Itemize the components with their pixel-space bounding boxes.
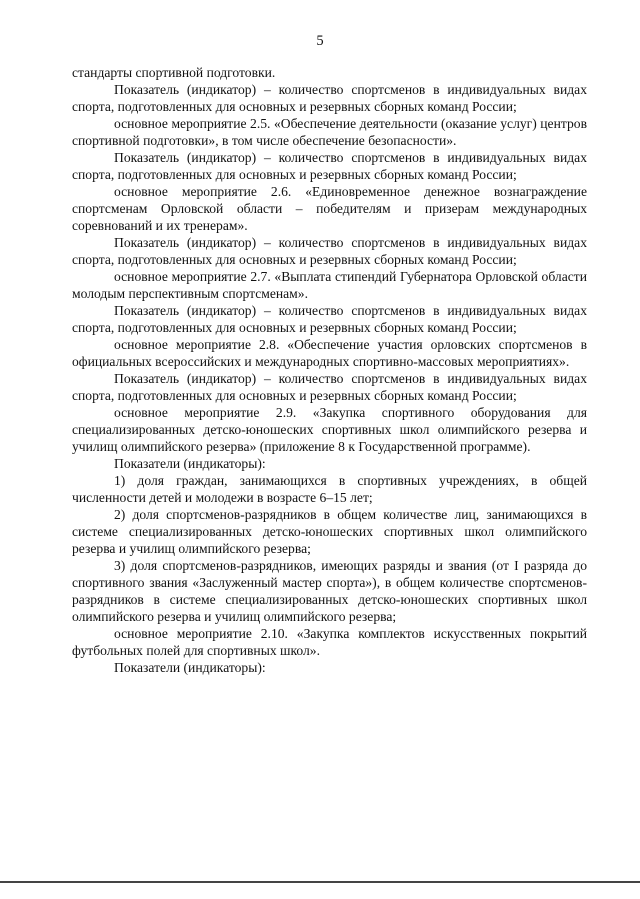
paragraph: 1) доля граждан, занимающихся в спортивных учреждениях, в общей численности детей и молодежи в возрасте 6–15 лет; — [72, 473, 587, 505]
paragraph: 3) доля спортсменов-разрядников, имеющих разряды и звания (от I разряда до спортивного звания «Заслуженный мастер спорта»), в общем количестве спортсменов-разрядников в системе специализированных детско-юношеских спортивных школ олимпийского резерва и училищ олимпийского резерва; — [72, 558, 587, 624]
paragraph: 2) доля спортсменов-разрядников в общем количестве лиц, занимающихся в системе специализированных детско-юношеских спортивных школ олимпийского резерва и училищ олимпийского резерва; — [72, 507, 587, 556]
paragraph: Показатель (индикатор) – количество спортсменов в индивидуальных видах спорта, подготовленных для основных и резервных сборных команд России; — [72, 150, 587, 182]
paragraph: Показатели (индикаторы): — [114, 660, 266, 675]
paragraph: основное мероприятие 2.6. «Единовременное денежное вознаграждение спортсменам Орловской области – победителям и призерам международных соревнований и их тренерам». — [72, 184, 587, 233]
paragraph: основное мероприятие 2.8. «Обеспечение участия орловских спортсменов в официальных всероссийских и международных спортивно-массовых мероприятиях». — [72, 337, 587, 369]
paragraph: Показатель (индикатор) – количество спортсменов в индивидуальных видах спорта, подготовленных для основных и резервных сборных команд России; — [72, 82, 587, 114]
paragraph: основное мероприятие 2.9. «Закупка спортивного оборудования для специализированных детско-юношеских спортивных школ олимпийского резерва и училищ олимпийского резерва» (приложение 8 к Государственной программе). — [72, 405, 587, 454]
paragraph: стандарты спортивной подготовки. — [72, 65, 276, 80]
paragraph: основное мероприятие 2.5. «Обеспечение деятельности (оказание услуг) центров спортивной подготовки», в том числе обеспечение безопасности». — [72, 116, 587, 148]
page-number: 5 — [316, 33, 324, 49]
paragraph: Показатель (индикатор) – количество спортсменов в индивидуальных видах спорта, подготовленных для основных и резервных сборных команд России; — [72, 235, 587, 267]
paragraph: Показатель (индикатор) – количество спортсменов в индивидуальных видах спорта, подготовленных для основных и резервных сборных команд России; — [72, 303, 587, 335]
paragraph: Показатели (индикаторы): — [114, 456, 266, 471]
paragraph: Показатель (индикатор) – количество спортсменов в индивидуальных видах спорта, подготовленных для основных и резервных сборных команд России; — [72, 371, 587, 403]
document-body — [72, 64, 587, 676]
paragraph: основное мероприятие 2.10. «Закупка комплектов искусственных покрытий футбольных полей для спортивных школ». — [72, 626, 587, 658]
page-bottom-edge — [0, 881, 640, 883]
paragraph: основное мероприятие 2.7. «Выплата стипендий Губернатора Орловской области молодым перспективным спортсменам». — [72, 269, 587, 301]
